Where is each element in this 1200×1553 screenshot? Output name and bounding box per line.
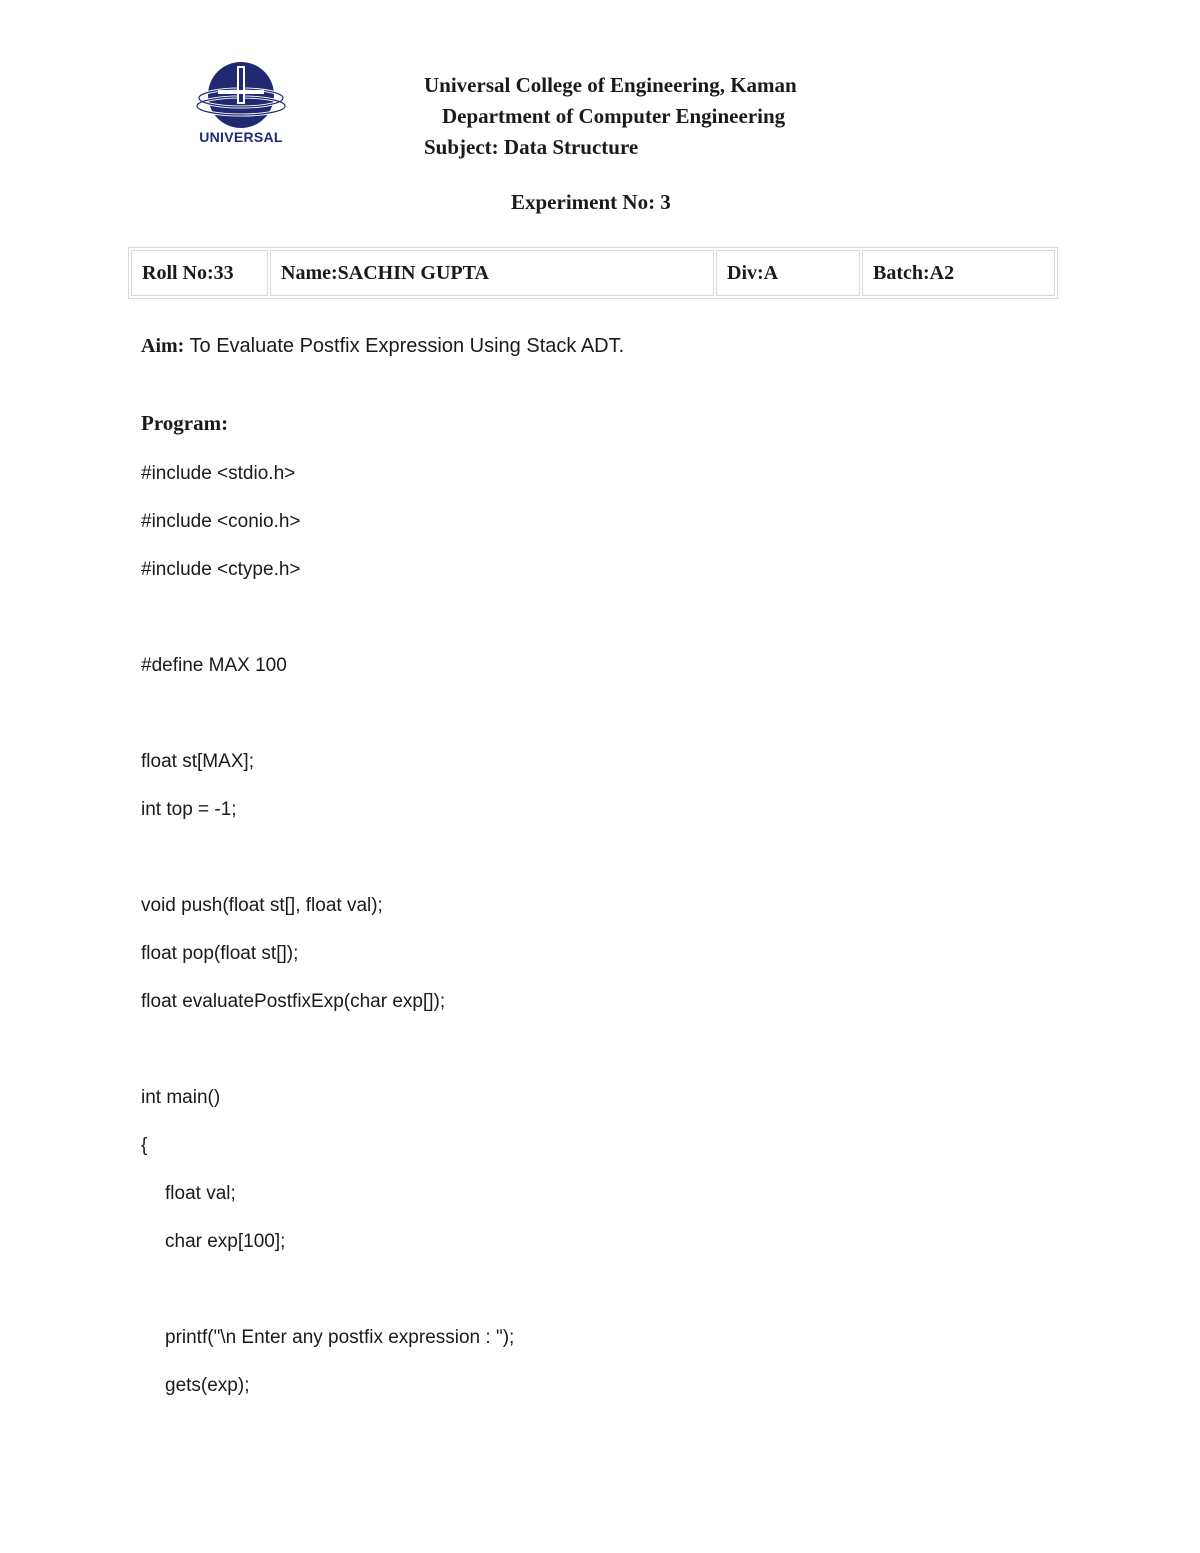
aim-label: Aim: <box>141 335 185 357</box>
code-line: float evaluatePostfixExp(char exp[]); <box>141 991 446 1012</box>
experiment-number: Experiment No: 3 <box>511 190 671 214</box>
code-line: #include <ctype.h> <box>141 559 301 580</box>
code-line: #define MAX 100 <box>141 655 287 676</box>
college-name: Universal College of Engineering, Kaman <box>424 73 797 97</box>
code-line: gets(exp); <box>165 1375 250 1396</box>
code-line: int top = -1; <box>141 799 237 820</box>
aim-statement <box>141 335 624 358</box>
logo-wordmark: UNIVERSAL <box>199 129 283 145</box>
roll-number-cell: Roll No:33 <box>131 250 268 296</box>
code-line: float pop(float st[]); <box>141 943 299 964</box>
code-line: #include <conio.h> <box>141 511 301 532</box>
batch-cell: Batch:A2 <box>862 250 1055 296</box>
code-line: #include <stdio.h> <box>141 463 296 484</box>
code-line: char exp[100]; <box>165 1231 286 1252</box>
division-cell: Div:A <box>716 250 860 296</box>
code-line: { <box>141 1135 148 1156</box>
code-line: int main() <box>141 1087 221 1108</box>
code-line: float st[MAX]; <box>141 751 254 772</box>
aim-text: To Evaluate Postfix Expression Using Stack ADT. <box>184 335 625 357</box>
code-line: printf("\n Enter any postfix expression : "); <box>165 1327 515 1348</box>
department-name: Department of Computer Engineering <box>442 104 786 128</box>
subject-line: Subject: Data Structure <box>424 135 639 159</box>
student-info-table <box>128 247 1058 299</box>
code-line: float val; <box>165 1183 236 1204</box>
student-name-cell: Name:SACHIN GUPTA <box>270 250 714 296</box>
program-heading: Program: <box>141 411 229 435</box>
code-line: void push(float st[], float val); <box>141 895 383 916</box>
